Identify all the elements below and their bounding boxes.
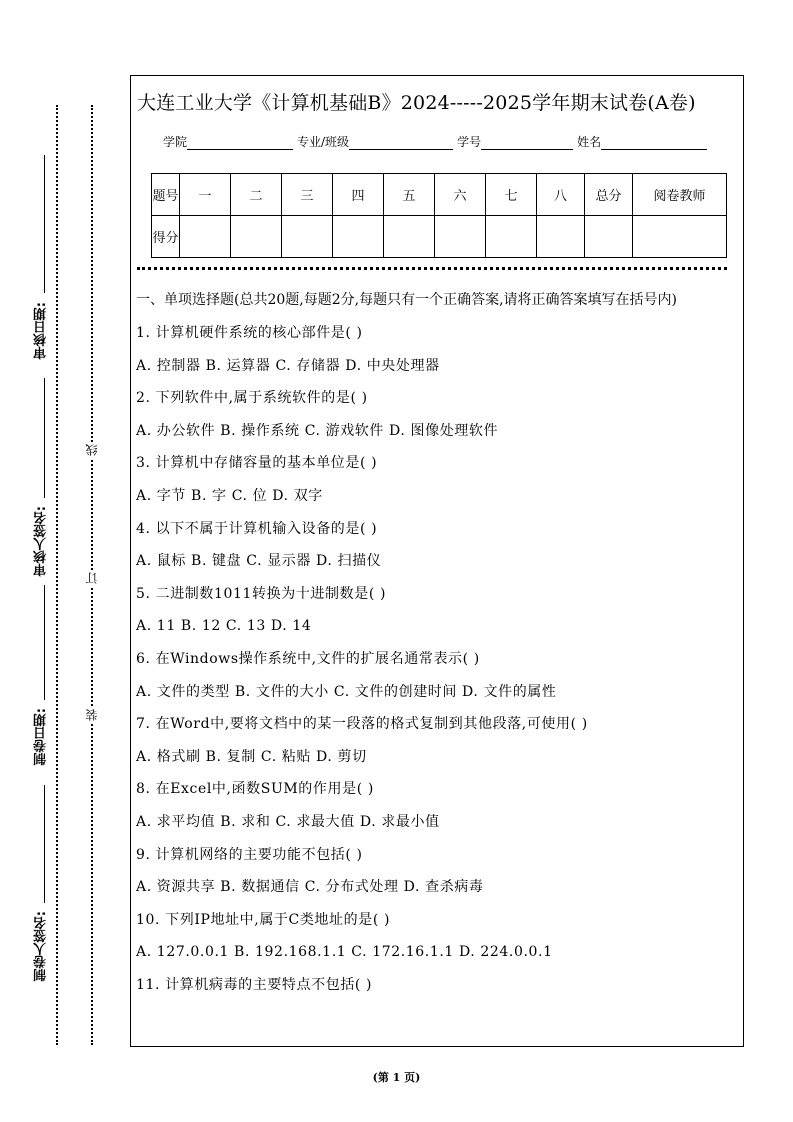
reviewer-sign-label: 审核人签名: [34, 506, 49, 577]
score-cell[interactable] [537, 216, 585, 258]
reviewer-date-label: 审核日期: [34, 302, 49, 360]
major-field[interactable] [349, 137, 453, 150]
maker-date-label: 制卷日期: [34, 708, 49, 766]
exam-frame [130, 75, 744, 1047]
question-line: 10. 下列IP地址中,属于C类地址的是( ) [136, 911, 391, 928]
score-header-cell: 二 [231, 174, 282, 216]
score-header-cell: 六 [435, 174, 486, 216]
option-line: A. 文件的类型 B. 文件的大小 C. 文件的创建时间 D. 文件的属性 [136, 683, 557, 700]
reviewer-date-line [44, 155, 45, 293]
option-line: A. 鼠标 B. 键盘 C. 显示器 D. 扫描仪 [136, 553, 382, 570]
question-line: 2. 下列软件中,属于系统软件的是( ) [136, 390, 368, 407]
question-line: 7. 在Word中,要将文档中的某一段落的格式复制到其他段落,可使用( ) [136, 716, 588, 733]
score-header-cell: 三 [282, 174, 333, 216]
student-info-row [163, 133, 723, 150]
maker-sign-label: 制卷人签名: [34, 911, 49, 982]
option-line: A. 求平均值 B. 求和 C. 求最大值 D. 求最小值 [136, 813, 440, 830]
dotted-cut-line-outer [56, 105, 58, 1045]
question-section [136, 289, 740, 1006]
college-label: 学院 [163, 135, 188, 149]
bind-word-fold: 装 [85, 709, 99, 721]
question-line: 4. 以下不属于计算机输入设备的是( ) [136, 520, 378, 537]
question-line: 11. 计算机病毒的主要特点不包括( ) [136, 976, 373, 993]
college-field[interactable] [187, 137, 293, 150]
score-header-cell: 四 [333, 174, 384, 216]
maker-sign-line [44, 785, 45, 903]
score-header-cell: 八 [537, 174, 585, 216]
score-cell[interactable] [585, 216, 633, 258]
question-line: 1. 计算机硬件系统的核心部件是( ) [136, 325, 363, 341]
score-cell[interactable] [384, 216, 435, 258]
student-id-label: 学号 [457, 135, 482, 149]
student-id-field[interactable] [481, 137, 573, 150]
section-intro: 一、单项选择题(总共20题,每题2分,每题只有一个正确答案,请将正确答案填写在括号内) [136, 292, 677, 308]
reviewer-sign-line [44, 378, 45, 498]
score-row-label: 得分 [152, 216, 180, 258]
score-cell[interactable] [435, 216, 486, 258]
score-table [151, 173, 727, 258]
option-line: A. 127.0.0.1 B. 192.168.1.1 C. 172.16.1.1 D. 224.0.0.1 [136, 944, 553, 961]
maker-date-line [44, 585, 45, 700]
option-line: A. 字节 B. 字 C. 位 D. 双字 [136, 487, 323, 504]
question-line: 6. 在Windows操作系统中,文件的扩展名通常表示( ) [136, 650, 480, 667]
bind-word-order: 订 [85, 572, 99, 584]
bind-word-line: 线 [85, 444, 99, 456]
name-label: 姓名 [577, 135, 602, 149]
score-cell[interactable] [633, 216, 727, 258]
option-line: A. 11 B. 12 C. 13 D. 14 [136, 618, 312, 635]
option-line: A. 办公软件 B. 操作系统 C. 游戏软件 D. 图像处理软件 [136, 422, 499, 439]
dotted-separator [137, 267, 727, 270]
page-number: (第 1 页) [372, 1071, 421, 1084]
score-header-cell: 总分 [585, 174, 633, 216]
option-line: A. 控制器 B. 运算器 C. 存储器 D. 中央处理器 [136, 357, 440, 374]
exam-title: 大连工业大学《计算机基础B》2024-----2025学年期末试卷(A卷) [137, 92, 696, 114]
option-line: A. 资源共享 B. 数据通信 C. 分布式处理 D. 查杀病毒 [136, 879, 484, 896]
score-header-cell: 七 [486, 174, 537, 216]
question-line: 5. 二进制数1011转换为十进制数是( ) [136, 585, 387, 602]
question-line: 8. 在Excel中,函数SUM的作用是( ) [136, 781, 374, 798]
score-cell[interactable] [282, 216, 333, 258]
score-cell[interactable] [231, 216, 282, 258]
option-line: A. 格式刷 B. 复制 C. 粘贴 D. 剪切 [136, 748, 367, 765]
score-header-cell: 一 [180, 174, 231, 216]
score-cell[interactable] [486, 216, 537, 258]
name-field[interactable] [601, 137, 707, 150]
question-line: 9. 计算机网络的主要功能不包括( ) [136, 846, 363, 863]
score-cell[interactable] [333, 216, 384, 258]
question-line: 3. 计算机中存储容量的基本单位是( ) [136, 455, 378, 472]
score-header-cell: 题号 [152, 174, 180, 216]
score-header-cell: 五 [384, 174, 435, 216]
major-label: 专业/班级 [297, 135, 350, 149]
score-cell[interactable] [180, 216, 231, 258]
binding-margin [20, 80, 120, 1060]
score-header-cell: 阅卷教师 [633, 174, 727, 216]
